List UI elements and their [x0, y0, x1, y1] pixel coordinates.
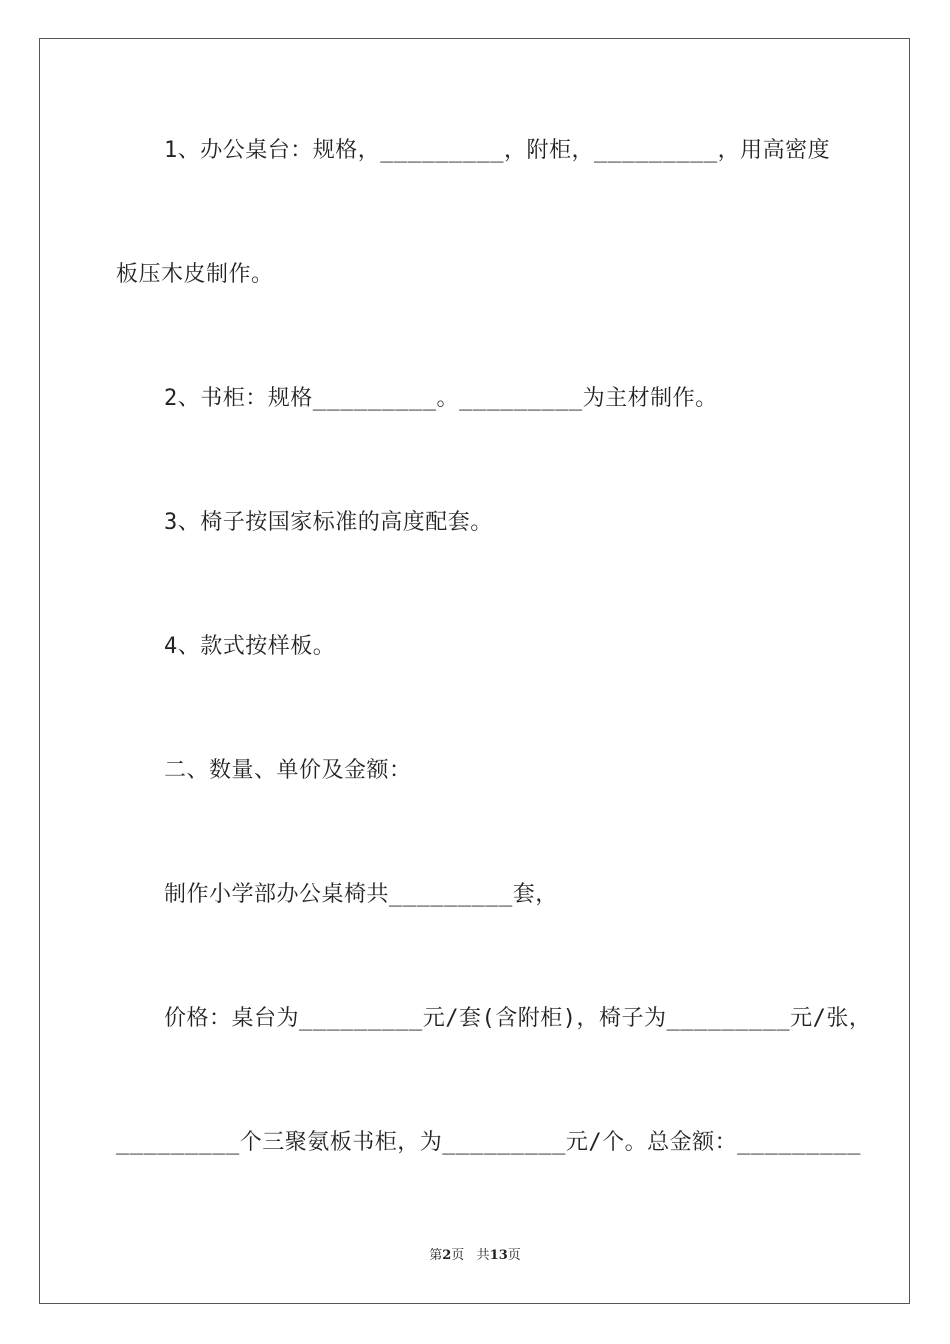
- page-frame: [39, 38, 910, 1304]
- quantity-line: 制作小学部办公桌椅共_________套，: [164, 882, 558, 907]
- total-pages: 13: [489, 1248, 508, 1263]
- page-prefix: 第: [429, 1248, 443, 1263]
- total-prefix: 共: [476, 1248, 490, 1263]
- spec-bookcase-line: 2、书柜：规格_________。_________为主材制作。: [164, 386, 718, 411]
- spec-desk-line-2: 板压木皮制作。: [116, 262, 274, 287]
- page-footer: [0, 1244, 950, 1263]
- page-suffix: 页: [451, 1248, 465, 1263]
- spec-desk-line-1: 1、办公桌台：规格，_________，附柜，_________，用高密度: [164, 138, 831, 163]
- spec-style-line: 4、款式按样板。: [164, 634, 336, 659]
- section-heading: 二、数量、单价及金额：: [164, 758, 412, 783]
- price-line-1: 价格：桌台为_________元/套(含附柜)，椅子为_________元/张，: [164, 1006, 872, 1031]
- total-suffix: 页: [507, 1248, 521, 1263]
- page-number: 2: [442, 1248, 452, 1263]
- spec-chair-line: 3、椅子按国家标准的高度配套。: [164, 510, 493, 535]
- price-line-2: _________个三聚氨板书柜，为_________元/个。总金额：_________: [116, 1130, 861, 1155]
